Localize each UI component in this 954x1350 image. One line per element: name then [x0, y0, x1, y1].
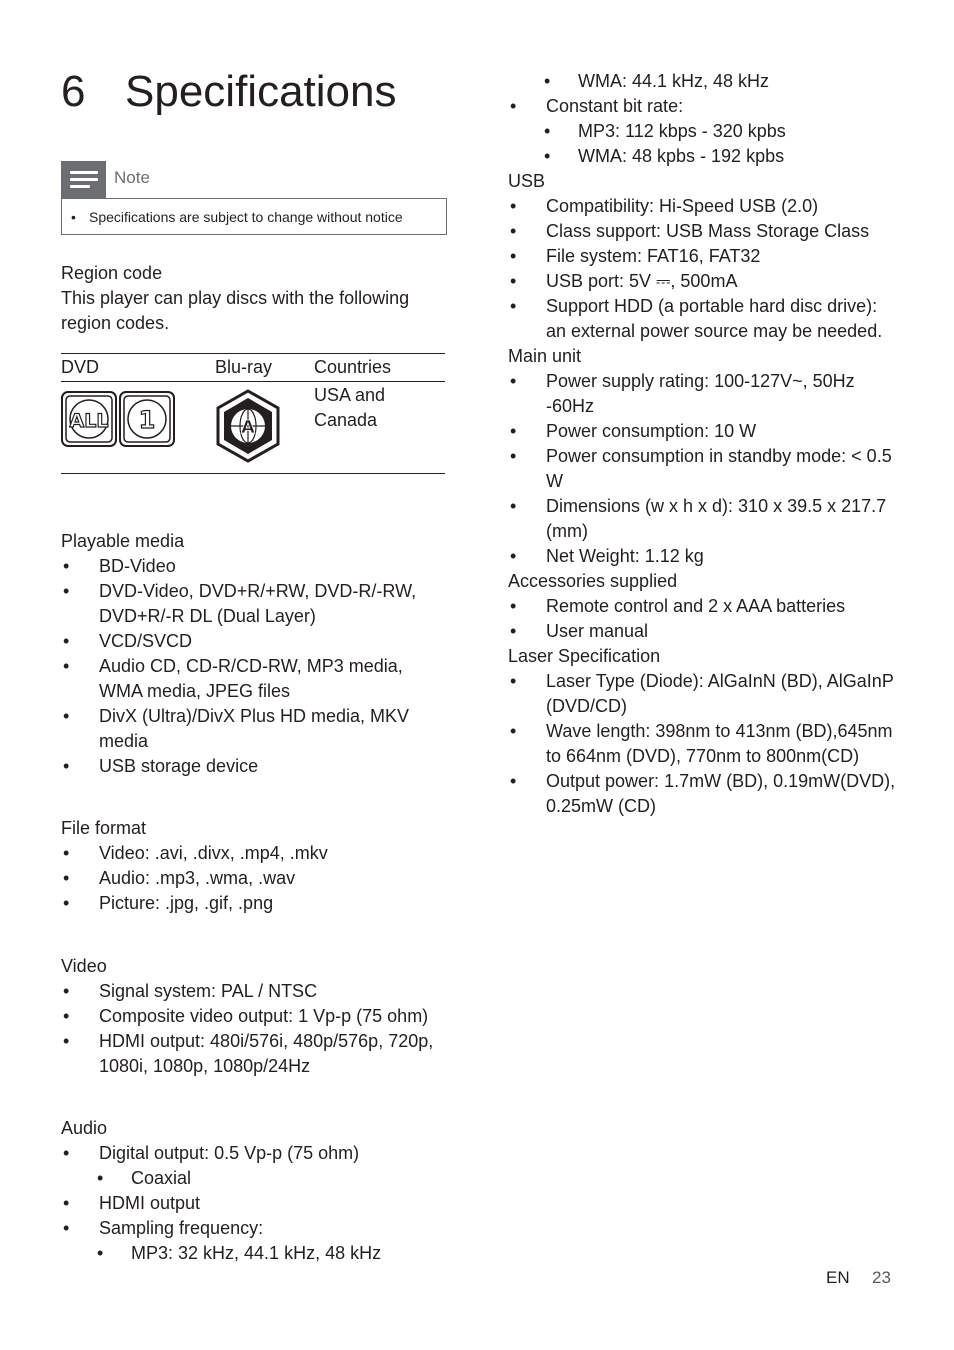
- video-heading: Video: [61, 956, 107, 976]
- list-item: • USB port: 5V ⎓, 500mA: [510, 271, 738, 291]
- main-unit-heading: Main unit: [508, 346, 582, 366]
- dvd-region-all-icon: [62, 392, 116, 446]
- list-item: • DivX (Ultra)/DivX Plus HD media, MKV media: [63, 706, 410, 751]
- list-item: • Digital output: 0.5 Vp-p (75 ohm): [63, 1143, 360, 1163]
- table-country-line-2: Canada: [314, 410, 378, 430]
- table-header-bluray: Blu-ray: [215, 357, 273, 377]
- list-item: • User manual: [510, 621, 649, 641]
- list-item: • Signal system: PAL / NTSC: [63, 981, 318, 1001]
- bluray-region-a-icon: [215, 389, 281, 463]
- file-format-heading: File format: [61, 818, 147, 838]
- note-content: [61, 198, 447, 235]
- list-item: • Laser Type (Diode): AlGaInN (BD), AlGaInP (DVD/CD): [510, 671, 894, 716]
- audio-continued-section: [508, 69, 900, 819]
- svg-text:1: 1: [138, 406, 156, 434]
- laser-list: [508, 669, 900, 819]
- table-header-dvd: DVD: [61, 357, 100, 377]
- svg-text:A: A: [241, 417, 255, 438]
- list-item: • VCD/SVCD: [63, 631, 193, 651]
- bullet: •: [71, 209, 76, 225]
- audio-heading: Audio: [61, 1118, 108, 1138]
- list-item: • Dimensions (w x h x d): 310 x 39.5 x 217.7 (mm): [510, 496, 887, 541]
- list-item: • DVD-Video, DVD+R/+RW, DVD-R/-RW, DVD+R/-R DL (Dual Layer): [63, 581, 417, 626]
- list-item: • Constant bit rate:: [510, 96, 684, 116]
- chapter-title-text: Specifications: [125, 67, 397, 116]
- video-list: [61, 979, 447, 1079]
- list-item: • BD-Video: [63, 556, 176, 576]
- list-item: • Wave length: 398nm to 413nm (BD),645nm to 664nm (DVD), 770nm to 800nm(CD): [510, 721, 893, 766]
- list-item: • HDMI output: 480i/576i, 480p/576p, 720p, 1080i, 1080p, 1080p/24Hz: [63, 1031, 434, 1076]
- chapter-number: 6: [61, 67, 86, 116]
- note-box: [61, 161, 447, 235]
- note-header: [61, 161, 447, 198]
- chapter-title: [61, 66, 396, 118]
- footer-language: EN: [826, 1268, 850, 1287]
- list-item: • WMA: 44.1 kHz, 48 kHz: [544, 71, 770, 91]
- table-country-line-1: USA and: [314, 385, 386, 405]
- file-format-section: [61, 816, 447, 916]
- list-item: • MP3: 32 kHz, 44.1 kHz, 48 kHz: [97, 1243, 382, 1263]
- list-item: • Video: .avi, .divx, .mp4, .mkv: [63, 843, 328, 863]
- note-lines-icon: [61, 161, 106, 198]
- region-code-section: [61, 261, 447, 336]
- list-item: • Class support: USB Mass Storage Class: [510, 221, 870, 241]
- list-item: • Sampling frequency:: [63, 1218, 264, 1238]
- list-item: • Remote control and 2 x AAA batteries: [510, 596, 846, 616]
- region-code-text: This player can play discs with the following region codes.: [61, 288, 410, 333]
- list-item: • Power consumption in standby mode: < 0.5 W: [510, 446, 892, 491]
- list-item: • Output power: 1.7mW (BD), 0.19mW(DVD), 0.25mW (CD): [510, 771, 896, 816]
- list-item: • USB storage device: [63, 756, 259, 776]
- svg-text:ALL: ALL: [69, 410, 109, 432]
- dvd-region-1-icon: [120, 392, 174, 446]
- list-item: • Support HDD (a portable hard disc drive): an external power source may be needed.: [510, 296, 883, 341]
- region-code-heading: Region code: [61, 263, 163, 283]
- list-item: • Power supply rating: 100-127V~, 50Hz -60Hz: [510, 371, 855, 416]
- usb-list: [508, 194, 900, 344]
- file-format-list: [61, 841, 447, 916]
- usb-heading: USB: [508, 171, 546, 191]
- accessories-heading: Accessories supplied: [508, 571, 678, 591]
- list-item: • Net Weight: 1.12 kg: [510, 546, 704, 566]
- list-item: • Picture: .jpg, .gif, .png: [63, 893, 274, 913]
- list-item: • Audio CD, CD-R/CD-RW, MP3 media, WMA media, JPEG files: [63, 656, 403, 701]
- laser-heading: Laser Specification: [508, 646, 661, 666]
- table-header-countries: Countries: [314, 357, 392, 377]
- list-item: • MP3: 112 kbps - 320 kpbs: [544, 121, 786, 141]
- list-item: • Power consumption: 10 W: [510, 421, 757, 441]
- region-code-table: [61, 353, 445, 474]
- playable-media-section: [61, 529, 447, 779]
- playable-media-list: [61, 554, 447, 779]
- audio-section: [61, 1116, 447, 1266]
- main-unit-list: [508, 369, 900, 569]
- audio-continued-list: [508, 69, 900, 169]
- list-item: • Audio: .mp3, .wma, .wav: [63, 868, 296, 888]
- list-item: • WMA: 48 kpbs - 192 kpbs: [544, 146, 785, 166]
- list-item: • HDMI output: [63, 1193, 201, 1213]
- audio-list: [61, 1141, 447, 1266]
- footer-page-number: 23: [872, 1268, 891, 1287]
- dvd-region-logos: [61, 391, 175, 447]
- list-item: • Compatibility: Hi-Speed USB (2.0): [510, 196, 819, 216]
- accessories-list: [508, 594, 900, 644]
- video-section: [61, 954, 447, 1079]
- list-item: • Composite video output: 1 Vp-p (75 ohm): [63, 1006, 429, 1026]
- playable-media-heading: Playable media: [61, 531, 185, 551]
- note-text: Specifications are subject to change without notice: [89, 209, 403, 225]
- note-title: Note: [114, 168, 150, 187]
- list-item: • File system: FAT16, FAT32: [510, 246, 761, 266]
- list-item: • Coaxial: [97, 1168, 192, 1188]
